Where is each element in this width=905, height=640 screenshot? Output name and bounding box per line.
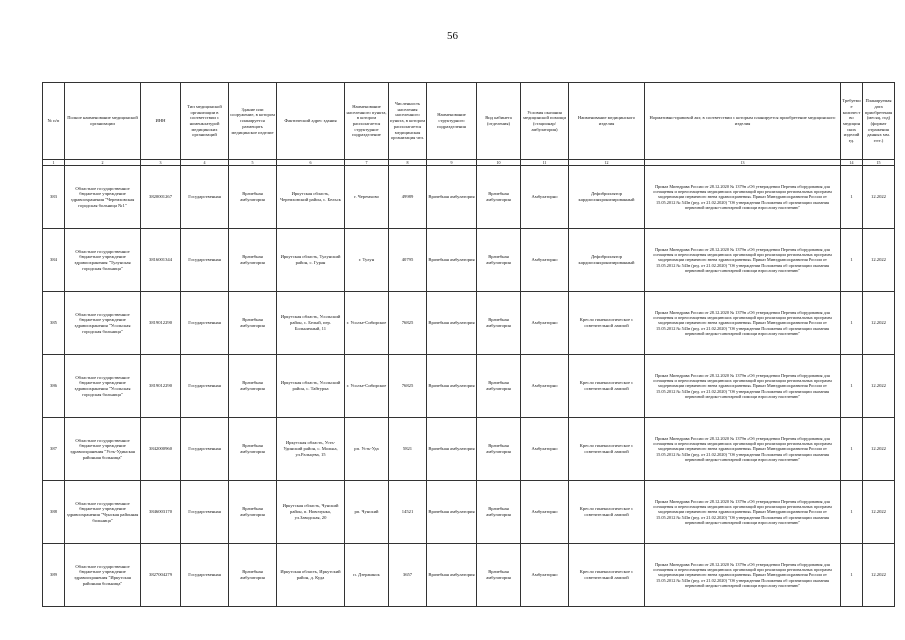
population: 14521: [389, 481, 427, 544]
population: 49989: [389, 166, 427, 229]
device-name: Кресло гинекологическое с осветительной лампой: [569, 544, 645, 607]
table-row: [43, 166, 895, 229]
column-number: 15: [863, 160, 895, 166]
header-cell: Наименование населенного пункта, в котором располагается структурное подразделение: [345, 83, 389, 160]
equipment-registry-table: [42, 82, 895, 607]
organization-name: Областное государственное бюджетное учреждение здравоохранения "Черемховская городская больница №1": [65, 166, 141, 229]
inn: 3816001344: [141, 229, 181, 292]
header-cell: Наименование медицинского изделия: [569, 83, 645, 160]
column-number: 10: [477, 160, 521, 166]
column-number: 14: [841, 160, 863, 166]
device-name: Кресло гинекологическое с осветительной лампой: [569, 418, 645, 481]
settlement: рп. Усть-Уда: [345, 418, 389, 481]
address: Иркутская область, Иркутский район, д. Куда: [277, 544, 345, 607]
column-number: 2: [65, 160, 141, 166]
planned-date: 12.2022: [863, 355, 895, 418]
address: Иркутская область, Усть-Удинский район, с. Молька, ул.Ральцева, 15: [277, 418, 345, 481]
organization-type: Государственная: [181, 229, 229, 292]
header-cell: Условия оказания медицинской помощи (стационар/амбулатория): [521, 83, 569, 160]
planned-date: 12.2022: [863, 418, 895, 481]
organization-type: Государственная: [181, 481, 229, 544]
row-number: 386: [43, 355, 65, 418]
organization-type: Государственная: [181, 166, 229, 229]
building: Врачебная амбулатория: [229, 292, 277, 355]
organization-type: Государственная: [181, 544, 229, 607]
cabinet: Врачебная амбулатория: [477, 355, 521, 418]
column-number: 4: [181, 160, 229, 166]
address: Иркутская область, Чунский район, п. Новочунка, ул.Заводская, 20: [277, 481, 345, 544]
planned-date: 12.2022: [863, 229, 895, 292]
legal-basis: Приказ Минздрава России от 28.12.2020 № 1379н «Об утверждении Перечня оборудования для оснащения и переоснащения медицинских организаций при реализации региональных программ модернизации первичного звена здравоохранения» Приказ Минздравсоцразвития России от 15.05.2012 № 543н (ред. от 21.02.2020) "Об утверждении Положения об организации оказания первичной медико-санитарной помощи взрослому населению": [645, 229, 841, 292]
header-cell: Требуемое количество медицинских изделий ед.: [841, 83, 863, 160]
population: 76825: [389, 292, 427, 355]
column-number: 13: [645, 160, 841, 166]
quantity: 1: [841, 166, 863, 229]
column-number: 3: [141, 160, 181, 166]
cabinet: Врачебная амбулатория: [477, 418, 521, 481]
table-row: [43, 418, 895, 481]
care-conditions: Амбулаторно: [521, 229, 569, 292]
cabinet: Врачебная амбулатория: [477, 166, 521, 229]
subdivision: Врачебная амбулатория: [427, 544, 477, 607]
cabinet: Врачебная амбулатория: [477, 229, 521, 292]
building: Врачебная амбулатория: [229, 481, 277, 544]
settlement: рп. Чунский: [345, 481, 389, 544]
address: Иркутская область, Усольский район, с. Тайтурка: [277, 355, 345, 418]
care-conditions: Амбулаторно: [521, 481, 569, 544]
organization-name: Областное государственное бюджетное учреждение здравоохранения "Иркутская районная больница": [65, 544, 141, 607]
legal-basis: Приказ Минздрава России от 28.12.2020 № 1379н «Об утверждении Перечня оборудования для оснащения и переоснащения медицинских организаций при реализации региональных программ модернизации первичного звена здравоохранения» Приказ Минздравсоцразвития России от 15.05.2012 № 543н (ред. от 21.02.2020) "Об утверждении Положения об организации оказания первичной медико-санитарной помощи взрослому населению": [645, 544, 841, 607]
building: Врачебная амбулатория: [229, 166, 277, 229]
table-row: [43, 292, 895, 355]
organization-name: Областное государственное бюджетное учреждение здравоохранения "Тулунская городская больница": [65, 229, 141, 292]
legal-basis: Приказ Минздрава России от 28.12.2020 № 1379н «Об утверждении Перечня оборудования для оснащения и переоснащения медицинских организаций при реализации региональных программ модернизации первичного звена здравоохранения» Приказ Минздравсоцразвития России от 15.05.2012 № 543н (ред. от 21.02.2020) "Об утверждении Положения об организации оказания первичной медико-санитарной помощи взрослому населению": [645, 292, 841, 355]
care-conditions: Амбулаторно: [521, 166, 569, 229]
inn: 3820001267: [141, 166, 181, 229]
header-cell: Нормативно-правовой акт, в соответствии с которым планируется приобретение медицинского изделия: [645, 83, 841, 160]
subdivision: Врачебная амбулатория: [427, 355, 477, 418]
organization-name: Областное государственное бюджетное учреждение здравоохранения "Усольская городская больница": [65, 292, 141, 355]
quantity: 1: [841, 292, 863, 355]
page-number: 56: [447, 30, 458, 42]
building: Врачебная амбулатория: [229, 355, 277, 418]
address: Иркутская область, Черемховский район, с. Бельск: [277, 166, 345, 229]
population: 5821: [389, 418, 427, 481]
header-cell: Полное наименование медицинской организации: [65, 83, 141, 160]
table-row: [43, 355, 895, 418]
row-number: 388: [43, 481, 65, 544]
header-cell: Фактический адрес здания: [277, 83, 345, 160]
legal-basis: Приказ Минздрава России от 28.12.2020 № 1379н «Об утверждении Перечня оборудования для оснащения и переоснащения медицинских организаций при реализации региональных программ модернизации первичного звена здравоохранения» Приказ Минздравсоцразвития России от 15.05.2012 № 543н (ред. от 21.02.2020) "Об утверждении Положения об организации оказания первичной медико-санитарной помощи взрослому населению": [645, 355, 841, 418]
header-cell: Планируемая дата приобретения (месяц, год) (формат отражения данных мм. гггг.): [863, 83, 895, 160]
inn: 3846003170: [141, 481, 181, 544]
settlement: г. Черемхово: [345, 166, 389, 229]
organization-type: Государственная: [181, 355, 229, 418]
care-conditions: Амбулаторно: [521, 355, 569, 418]
planned-date: 12.2022: [863, 292, 895, 355]
settlement: г. Усолье-Сибирское: [345, 355, 389, 418]
subdivision: Врачебная амбулатория: [427, 418, 477, 481]
row-number: 385: [43, 292, 65, 355]
header-cell: Численность населения населенного пункта, в котором располагается медицинская организация чел.: [389, 83, 427, 160]
header-cell: Вид кабинета (отделения): [477, 83, 521, 160]
column-number: 7: [345, 160, 389, 166]
column-number: 5: [229, 160, 277, 166]
planned-date: 12.2022: [863, 544, 895, 607]
address: Иркутская область, Тулунский район, с. Гуран: [277, 229, 345, 292]
care-conditions: Амбулаторно: [521, 292, 569, 355]
legal-basis: Приказ Минздрава России от 28.12.2020 № 1379н «Об утверждении Перечня оборудования для оснащения и переоснащения медицинских организаций при реализации региональных программ модернизации первичного звена здравоохранения» Приказ Минздравсоцразвития России от 15.05.2012 № 543н (ред. от 21.02.2020) "Об утверждении Положения об организации оказания первичной медико-санитарной помощи взрослому населению": [645, 166, 841, 229]
planned-date: 12.2022: [863, 166, 895, 229]
device-name: Кресло гинекологическое с осветительной лампой: [569, 292, 645, 355]
table-row: [43, 544, 895, 607]
settlement: г. Тулун: [345, 229, 389, 292]
care-conditions: Амбулаторно: [521, 544, 569, 607]
header-cell: № п/п: [43, 83, 65, 160]
building: Врачебная амбулатория: [229, 418, 277, 481]
column-number: 11: [521, 160, 569, 166]
cabinet: Врачебная амбулатория: [477, 292, 521, 355]
quantity: 1: [841, 481, 863, 544]
quantity: 1: [841, 418, 863, 481]
settlement: г. Усолье-Сибирское: [345, 292, 389, 355]
address: Иркутская область, Усольский район, с. Белый, пер. Больничный, 11: [277, 292, 345, 355]
subdivision: Врачебная амбулатория: [427, 229, 477, 292]
column-number: 6: [277, 160, 345, 166]
device-name: Дефибриллятор кардиосинхронизированный: [569, 229, 645, 292]
planned-date: 12.2022: [863, 481, 895, 544]
care-conditions: Амбулаторно: [521, 418, 569, 481]
inn: 3842000960: [141, 418, 181, 481]
column-number: 8: [389, 160, 427, 166]
quantity: 1: [841, 229, 863, 292]
table-row: [43, 229, 895, 292]
cabinet: Врачебная амбулатория: [477, 481, 521, 544]
organization-type: Государственная: [181, 418, 229, 481]
cabinet: Врачебная амбулатория: [477, 544, 521, 607]
device-name: Кресло гинекологическое с осветительной лампой: [569, 481, 645, 544]
header-cell: ИНН: [141, 83, 181, 160]
inn: 3819012290: [141, 292, 181, 355]
header-cell: Наименование структурного подразделения: [427, 83, 477, 160]
row-number: 387: [43, 418, 65, 481]
quantity: 1: [841, 544, 863, 607]
organization-name: Областное государственное бюджетное учреждение здравоохранения "Усть-Удинская районная больница": [65, 418, 141, 481]
population: 40795: [389, 229, 427, 292]
header-cell: Тип медицинской организации в соответствии с номенклатурой медицинских организаций: [181, 83, 229, 160]
row-number: 389: [43, 544, 65, 607]
legal-basis: Приказ Минздрава России от 28.12.2020 № 1379н «Об утверждении Перечня оборудования для оснащения и переоснащения медицинских организаций при реализации региональных программ модернизации первичного звена здравоохранения» Приказ Минздравсоцразвития России от 15.05.2012 № 543н (ред. от 21.02.2020) "Об утверждении Положения об организации оказания первичной медико-санитарной помощи взрослому населению": [645, 481, 841, 544]
organization-name: Областное государственное бюджетное учреждение здравоохранения "Усольская городская больница": [65, 355, 141, 418]
subdivision: Врачебная амбулатория: [427, 481, 477, 544]
population: 76825: [389, 355, 427, 418]
population: 3657: [389, 544, 427, 607]
header-cell: Здание или сооружение, в котором планируется размещать медицинское изделие: [229, 83, 277, 160]
building: Врачебная амбулатория: [229, 544, 277, 607]
quantity: 1: [841, 355, 863, 418]
column-number: 1: [43, 160, 65, 166]
organization-type: Государственная: [181, 292, 229, 355]
inn: 3827004279: [141, 544, 181, 607]
header-row: [43, 83, 895, 160]
table-body: [43, 166, 895, 607]
inn: 3819012290: [141, 355, 181, 418]
device-name: Дефибриллятор кардиосинхронизированный: [569, 166, 645, 229]
column-number: 9: [427, 160, 477, 166]
row-number: 384: [43, 229, 65, 292]
subdivision: Врачебная амбулатория: [427, 166, 477, 229]
table-row: [43, 481, 895, 544]
column-number: 12: [569, 160, 645, 166]
settlement: п. Дзержинск: [345, 544, 389, 607]
organization-name: Областное государственное бюджетное учреждение здравоохранения "Чунская районная больница": [65, 481, 141, 544]
building: Врачебная амбулатория: [229, 229, 277, 292]
device-name: Кресло гинекологическое с осветительной лампой: [569, 355, 645, 418]
subdivision: Врачебная амбулатория: [427, 292, 477, 355]
row-number: 383: [43, 166, 65, 229]
legal-basis: Приказ Минздрава России от 28.12.2020 № 1379н «Об утверждении Перечня оборудования для оснащения и переоснащения медицинских организаций при реализации региональных программ модернизации первичного звена здравоохранения» Приказ Минздравсоцразвития России от 15.05.2012 № 543н (ред. от 21.02.2020) "Об утверждении Положения об организации оказания первичной медико-санитарной помощи взрослому населению": [645, 418, 841, 481]
